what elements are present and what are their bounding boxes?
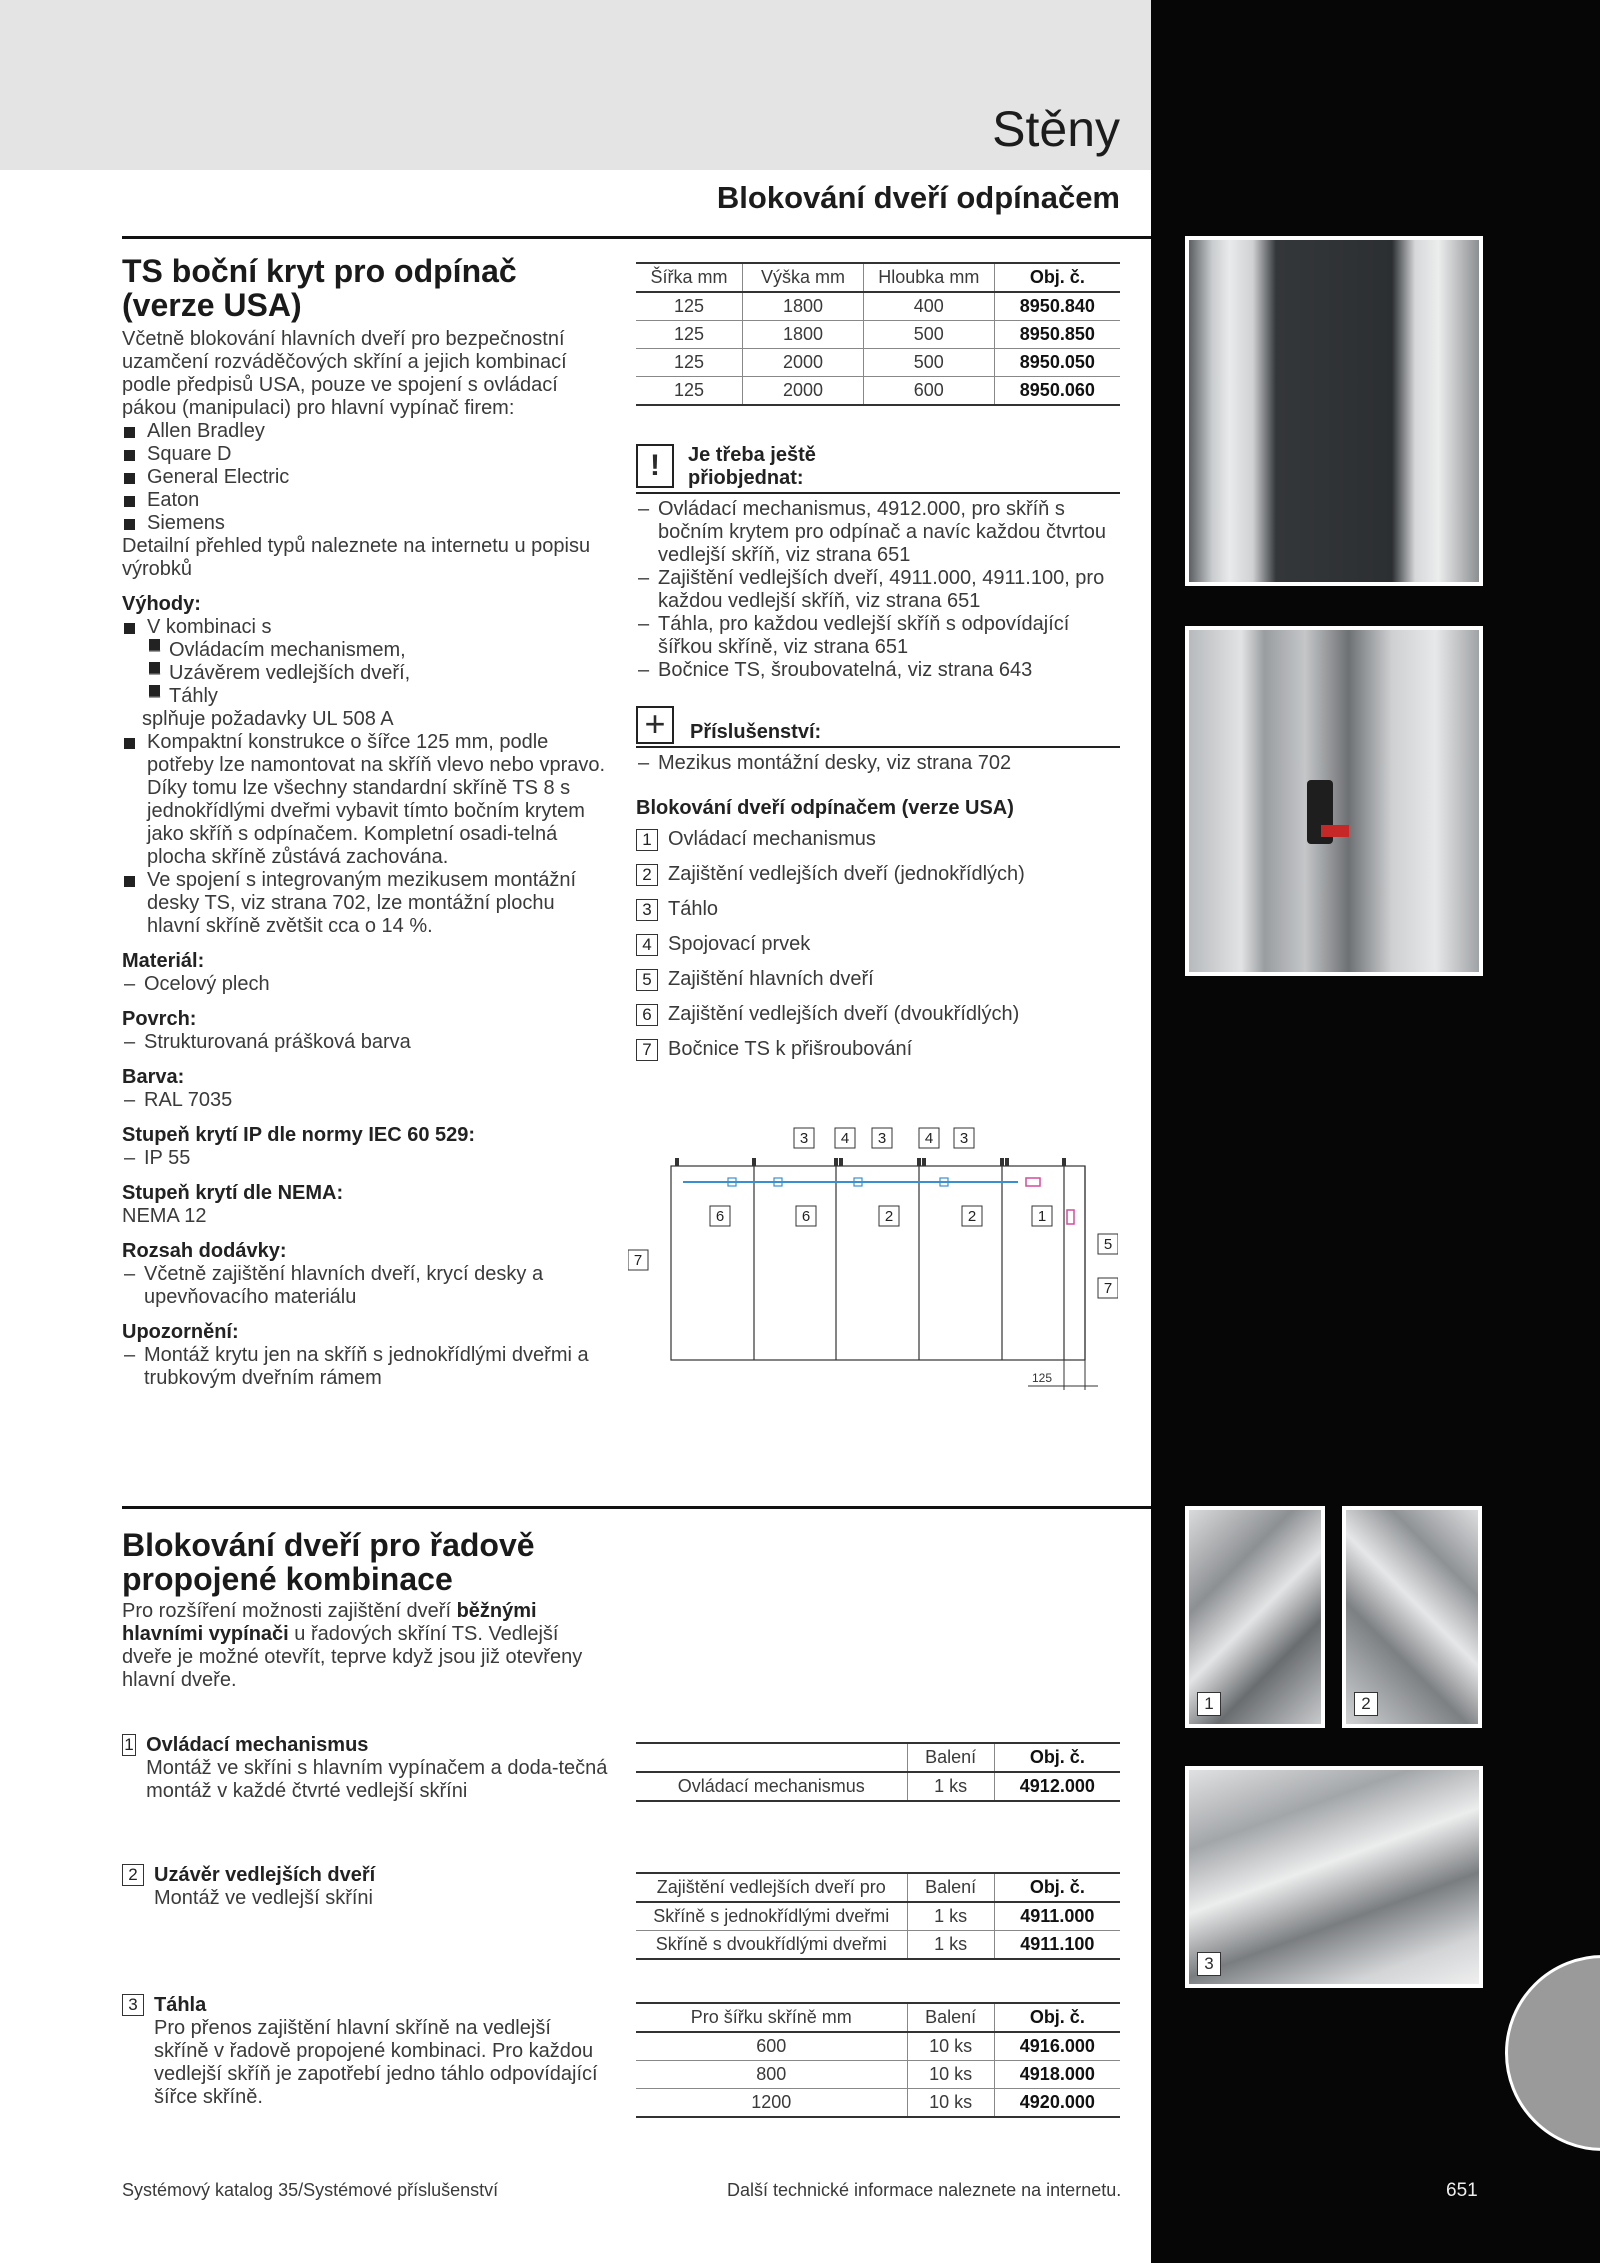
cell: 125 (636, 321, 742, 349)
legend-label: Zajištění hlavních dveří (668, 968, 874, 990)
cell: 400 (863, 292, 994, 321)
col-header: Hloubka mm (863, 263, 994, 292)
cell: 4911.100 (994, 1931, 1120, 1960)
required-title: Je třeba ještě přiobjednat: (688, 444, 816, 489)
cell: 1 ks (907, 1772, 994, 1801)
table-mechanism (636, 1742, 1120, 1802)
intro-text: u řadových skříní TS. Vedlejší dveře je možné otevřít, teprve když jsou již otevřeny hlavní dveře. (122, 1623, 583, 1691)
legend-label: Spojovací prvek (668, 933, 811, 955)
chapter-title: Stěny (992, 101, 1120, 157)
col-header: Balení (907, 1743, 994, 1772)
section2-title: Blokování dveří pro řadově propojené kombinace (122, 1527, 535, 1597)
nema-value: NEMA 12 (122, 1205, 207, 1227)
legend-item (636, 1038, 1120, 1061)
col-header: Balení (907, 1873, 994, 1902)
cell: 8950.050 (994, 349, 1120, 377)
table-row (636, 321, 1120, 349)
cell: 1 ks (907, 1902, 994, 1931)
col-header: Pro šířku skříně mm (636, 2003, 907, 2032)
cell: 8950.840 (994, 292, 1120, 321)
photo-label: 3 (1197, 1952, 1221, 1976)
legend-label: Zajištění vedlejších dveří (dvoukřídlých) (668, 1003, 1020, 1025)
cell: 500 (863, 321, 994, 349)
intro-text: Pro rozšíření možnosti zajištění dveří (122, 1600, 457, 1622)
diagram-marker-mid (962, 1206, 982, 1226)
legend-label: Táhlo (668, 898, 719, 920)
number-box: 2 (636, 864, 658, 886)
table-row (636, 2089, 1120, 2118)
list-item: – Uzávěrem vedlejších dveří, (147, 662, 612, 685)
table-row (636, 1772, 1120, 1801)
diagram-marker-top (872, 1128, 892, 1148)
legend-label: Bočnice TS k přišroubování (668, 1038, 913, 1060)
photo-label: 2 (1354, 1692, 1378, 1716)
diagram-marker-mid-text: 2 (967, 1208, 977, 1225)
section1 (122, 254, 612, 1390)
cell: 600 (863, 377, 994, 406)
diagram-marker-mid (879, 1206, 899, 1226)
section1-title: TS boční kryt pro odpínač (verze USA) (122, 253, 517, 323)
list-item: General Electric (122, 466, 612, 489)
number-box: 1 (122, 1734, 136, 1756)
number-box: 2 (122, 1864, 144, 1886)
col-header: Obj. č. (994, 1873, 1120, 1902)
dimensions-table (636, 262, 1120, 406)
supply-label: Rozsah dodávky: (122, 1240, 287, 1262)
legend-item (636, 863, 1120, 886)
advantages-label: Výhody: (122, 593, 201, 615)
item-title: Ovládací mechanismus (146, 1734, 369, 1756)
page-subtitle: Blokování dveří odpínačem (716, 180, 1120, 215)
cell: 1800 (742, 321, 863, 349)
cell: 500 (863, 349, 994, 377)
ip-list (122, 1147, 612, 1170)
cell: 1200 (636, 2089, 907, 2118)
diagram-marker-mid-text: 1 (1037, 1208, 1047, 1225)
accessories-title: Příslušenství: (690, 721, 822, 743)
section2-item3 (122, 1994, 622, 2109)
list-item: Kompaktní konstrukce o šířce 125 mm, podle potřeby lze namontovat na skříň vlevo nebo vpravo. Díky tomu lze všechny standardní skříně TS 8 s jednokřídlými dveřmi vybavit tímto bočním krytem jako skříň s odpínačem. Kompletní osadi-telná plocha skříně zůstává zachována. (122, 731, 612, 869)
nema-label: Stupeň krytí dle NEMA: (122, 1182, 344, 1204)
number-box: 1 (636, 829, 658, 851)
diagram-marker-top-text: 3 (799, 1130, 809, 1147)
diagram-marker-side (628, 1250, 648, 1270)
legend-item (636, 828, 1120, 851)
material-list (122, 973, 612, 996)
dimension-label: 125 (1032, 1371, 1053, 1385)
cell: 1 ks (907, 1931, 994, 1960)
cell: 1800 (742, 292, 863, 321)
detail-photo-1 (1185, 1506, 1325, 1728)
legend-label: Ovládací mechanismus (668, 828, 876, 850)
list-item: – Ocelový plech (122, 973, 612, 996)
legend-item (636, 1003, 1120, 1026)
cell: 125 (636, 349, 742, 377)
number-box: 4 (636, 934, 658, 956)
col-header: Výška mm (742, 263, 863, 292)
accessories-list (636, 752, 1120, 775)
list-item: Ve spojení s integrovaným mezikusem montážní desky TS, viz strana 702, lze montážní plochu hlavní skříně zvětšit cca o 14 %. (122, 869, 612, 938)
list-item: – Bočnice TS, šroubovatelná, viz strana 643 (636, 659, 1120, 682)
diagram-marker-mid-text: 2 (884, 1208, 894, 1225)
list-item (122, 616, 612, 708)
cell: 125 (636, 377, 742, 406)
table-row (636, 2061, 1120, 2089)
list-item: Square D (122, 443, 612, 466)
diagram-marker-side (1098, 1234, 1118, 1254)
section1-right (636, 262, 1120, 1073)
color-list (122, 1089, 612, 1112)
table-row (636, 292, 1120, 321)
cell: 10 ks (907, 2061, 994, 2089)
note-list (122, 1344, 612, 1390)
diagram-marker-mid-text: 6 (801, 1208, 811, 1225)
section2 (122, 1528, 592, 1692)
cabinet-photo-2 (1185, 626, 1483, 976)
exclamation-icon: ! (636, 444, 674, 488)
diagram-marker-top-text: 3 (877, 1130, 887, 1147)
note-label: Upozornění: (122, 1321, 239, 1343)
col-header (636, 1743, 907, 1772)
number-box: 7 (636, 1039, 658, 1061)
legend-label: Zajištění vedlejších dveří (jednokřídlých) (668, 863, 1025, 885)
diagram-marker-side-text: 7 (633, 1252, 643, 1269)
cell: 10 ks (907, 2032, 994, 2061)
number-box: 3 (122, 1994, 144, 2016)
cell: 4918.000 (994, 2061, 1120, 2089)
detail-photo-3 (1185, 1766, 1483, 1988)
detail-text: Detailní přehled typů naleznete na internetu u popisu výrobků (122, 535, 591, 580)
col-header: Zajištění vedlejších dveří pro (636, 1873, 907, 1902)
cell: 800 (636, 2061, 907, 2089)
section2-intro (122, 1600, 592, 1692)
cell: Ovládací mechanismus (636, 1772, 907, 1801)
diagram-marker-mid (796, 1206, 816, 1226)
cell: 8950.850 (994, 321, 1120, 349)
cell: Skříně s jednokřídlými dveřmi (636, 1902, 907, 1931)
list-item: – IP 55 (122, 1147, 612, 1170)
header-band (0, 0, 1151, 170)
diagram-marker-side-text: 5 (1103, 1236, 1113, 1253)
color-label: Barva: (122, 1066, 185, 1088)
required-list (636, 498, 1120, 682)
section-rule (122, 236, 1151, 239)
legend-item (636, 968, 1120, 991)
footer-info: Další technické informace naleznete na internetu. (727, 2180, 1122, 2200)
diagram-marker-side-text: 7 (1103, 1280, 1113, 1297)
table-row (636, 2032, 1120, 2061)
photo-label: 1 (1197, 1692, 1221, 1716)
cell: 4911.000 (994, 1902, 1120, 1931)
col-header: Obj. č. (994, 1743, 1120, 1772)
table-row (636, 1931, 1120, 1960)
table-rods (636, 2002, 1120, 2118)
cell: Skříně s dvoukřídlými dveřmi (636, 1931, 907, 1960)
number-box: 3 (636, 899, 658, 921)
advantages-list-2 (122, 731, 612, 938)
item-text: Montáž ve skříni s hlavním vypínačem a doda-tečná montáž v každé čtvrté vedlejší skříni (146, 1757, 608, 1802)
cabinet-photo-1 (1185, 236, 1483, 586)
surface-list (122, 1031, 612, 1054)
diagram-marker-top-text: 4 (840, 1130, 850, 1147)
accessories-header (636, 703, 1120, 748)
adv1-tail: splňuje požadavky UL 508 A (142, 708, 394, 730)
cell: 8950.060 (994, 377, 1120, 406)
diagram-marker-top-text: 3 (959, 1130, 969, 1147)
required-header (636, 444, 1120, 494)
plus-icon: + (636, 706, 674, 744)
diagram-marker-side (1098, 1278, 1118, 1298)
list-item: – Zajištění vedlejších dveří, 4911.000, 4911.100, pro každou vedlejší skříň, viz strana 651 (636, 567, 1120, 613)
list-item: – Včetně zajištění hlavních dveří, krycí desky a upevňovacího materiálu (122, 1263, 612, 1309)
cell: 4916.000 (994, 2032, 1120, 2061)
page-number: 651 (1446, 2180, 1478, 2201)
cell: 600 (636, 2032, 907, 2061)
detail-photo-2 (1342, 1506, 1482, 1728)
number-box: 5 (636, 969, 658, 991)
ip-label: Stupeň krytí IP dle normy IEC 60 529: (122, 1124, 476, 1146)
adv1-lead: V kombinaci s (147, 616, 272, 638)
table-row (636, 1902, 1120, 1931)
brand-list (122, 420, 612, 535)
cabinet-diagram (628, 1120, 1118, 1395)
legend-item (636, 933, 1120, 956)
item-title: Uzávěr vedlejších dveří (154, 1864, 376, 1886)
col-header: Šířka mm (636, 263, 742, 292)
table-door-lock (636, 1872, 1120, 1960)
list-item: Siemens (122, 512, 612, 535)
list-item: – Mezikus montážní desky, viz strana 702 (636, 752, 1120, 775)
diagram-marker-top-text: 4 (924, 1130, 934, 1147)
list-item: – Ovládacím mechanismem, (147, 639, 612, 662)
surface-label: Povrch: (122, 1008, 197, 1030)
list-item: – Táhly (147, 685, 612, 708)
list-item: Allen Bradley (122, 420, 612, 443)
usa-title: Blokování dveří odpínačem (verze USA) (636, 797, 1014, 819)
legend-item (636, 898, 1120, 921)
number-box: 6 (636, 1004, 658, 1026)
section1-intro: Včetně blokování hlavních dveří pro bezpečnostní uzamčení rozváděčových skříní a jejich kombinací podle předpisů USA, pouze ve spojení s ovládací pákou (manipulaci) pro hlavní vypínač firem: (122, 328, 567, 419)
lock-icon (1321, 825, 1349, 837)
list-item: – Ovládací mechanismus, 4912.000, pro skříň s bočním krytem pro odpínač a navíc každou čtvrtou vedlejší skříň, viz strana 651 (636, 498, 1120, 567)
section2-item1 (122, 1734, 622, 1803)
cell: 125 (636, 292, 742, 321)
material-label: Materiál: (122, 950, 205, 972)
cell: 2000 (742, 377, 863, 406)
diagram-marker-mid-text: 6 (715, 1208, 725, 1225)
cell: 4912.000 (994, 1772, 1120, 1801)
diagram-marker-top (954, 1128, 974, 1148)
footer-catalog: Systémový katalog 35/Systémové příslušenství (122, 2180, 499, 2200)
item-text: Montáž ve vedlejší skříni (154, 1887, 373, 1909)
advantages-list (122, 616, 612, 708)
col-header: Obj. č. (994, 263, 1120, 292)
item-text: Pro přenos zajištění hlavní skříně na vedlejší skříně v řadově propojené kombinaci. Pro každou vedlejší skříň je zapotřebí jedno táhlo odpovídající šířce skříně. (154, 2017, 598, 2108)
cell: 10 ks (907, 2089, 994, 2118)
section2-rule (122, 1506, 1151, 1509)
list-item: – Táhla, pro každou vedlejší skříň s odpovídající šířkou skříně, viz strana 651 (636, 613, 1120, 659)
list-item: – RAL 7035 (122, 1089, 612, 1112)
cell: 2000 (742, 349, 863, 377)
item-title: Táhla (154, 1994, 207, 2016)
diagram-marker-top (919, 1128, 939, 1148)
cell: 4920.000 (994, 2089, 1120, 2118)
cabinet-outline (671, 1166, 1085, 1360)
supply-list (122, 1263, 612, 1309)
diagram-marker-mid (1032, 1206, 1052, 1226)
table-row (636, 377, 1120, 406)
table-row (636, 349, 1120, 377)
diagram-marks (628, 1128, 1118, 1298)
diagram-marker-top (835, 1128, 855, 1148)
diagram-marker-top (794, 1128, 814, 1148)
col-header: Balení (907, 2003, 994, 2032)
list-item: – Strukturovaná prášková barva (122, 1031, 612, 1054)
col-header: Obj. č. (994, 2003, 1120, 2032)
list-item: Eaton (122, 489, 612, 512)
diagram-marker-mid (710, 1206, 730, 1226)
intro-bold: běžnými hlavními vypínači (122, 1600, 537, 1645)
list-item: – Montáž krytu jen na skříň s jednokřídlými dveřmi a trubkovým dveřním rámem (122, 1344, 612, 1390)
usa-legend (636, 828, 1120, 1061)
section2-item2 (122, 1864, 622, 1910)
adv1-sublist (147, 639, 612, 708)
